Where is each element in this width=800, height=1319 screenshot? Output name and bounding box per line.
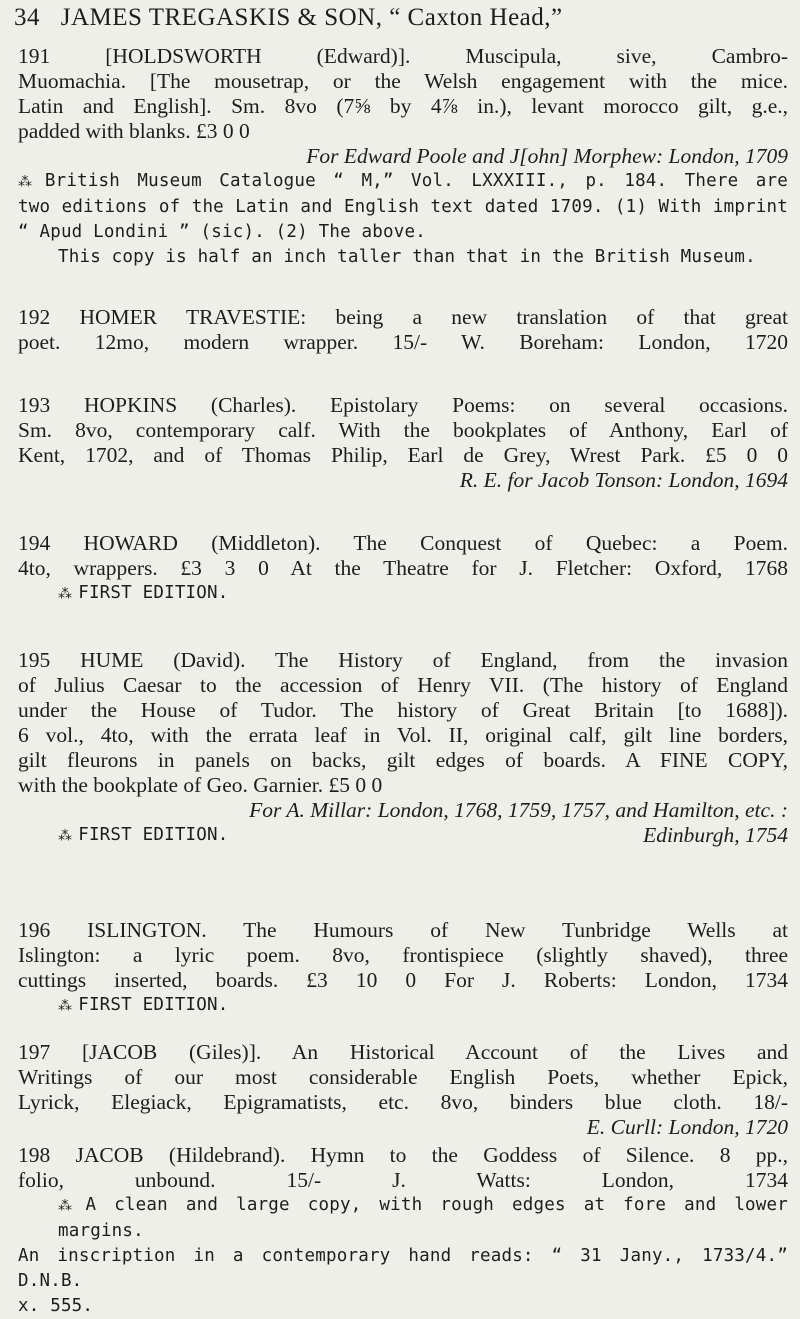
entry-line: 4to, wrappers. £3 3 0 At the Theatre for J. Fletcher: Oxford, 1768 bbox=[18, 556, 788, 580]
catalogue-entry-195 bbox=[18, 648, 788, 849]
entry-imprint: Edinburgh, 1754 bbox=[643, 823, 788, 847]
entry-line: 191 [HOLDSWORTH (Edward)]. Muscipula, sive, Cambro- bbox=[18, 44, 788, 68]
asterism-icon: ⁂ bbox=[58, 587, 73, 602]
entry-line: Muomachia. [The mousetrap, or the Welsh engagement with the mice. bbox=[18, 69, 788, 93]
entry-note: ⁂ FIRST EDITION. bbox=[58, 583, 229, 603]
entry-line: with the bookplate of Geo. Garnier. £5 0 0 bbox=[18, 773, 383, 797]
entry-line: of Julius Caesar to the accession of Henry VII. (The history of England bbox=[18, 673, 788, 697]
entry-note: two editions of the Latin and English text dated 1709. (1) With imprint bbox=[18, 197, 788, 217]
entry-line: 195 HUME (David). The History of England, from the invasion bbox=[18, 648, 788, 672]
entry-note: An inscription in a contemporary hand reads: “ 31 Jany., 1733/4.” D.N.B. bbox=[18, 1246, 788, 1291]
entry-note: ⁂ FIRST EDITION. bbox=[58, 995, 229, 1015]
entry-line: 194 HOWARD (Middleton). The Conquest of Quebec: a Poem. bbox=[18, 531, 788, 555]
entry-imprint: E. Curll: London, 1720 bbox=[586, 1115, 788, 1139]
catalogue-entry-196 bbox=[18, 918, 788, 1019]
entry-line: Sm. 8vo, contemporary calf. With the bookplates of Anthony, Earl of bbox=[18, 418, 788, 442]
entry-line: gilt fleurons in panels on backs, gilt edges of boards. A FINE COPY, bbox=[18, 748, 788, 772]
asterism-icon: ⁂ bbox=[58, 829, 73, 844]
entry-imprint: For A. Millar: London, 1768, 1759, 1757, and Hamilton, etc. : bbox=[249, 798, 788, 822]
catalogue-entry-191 bbox=[18, 44, 788, 270]
asterism-icon: ⁂ bbox=[58, 999, 73, 1014]
entry-line: Islington: a lyric poem. 8vo, frontispiece (slightly shaved), three bbox=[18, 943, 788, 967]
page-number: 34 bbox=[14, 4, 40, 31]
entry-line: 197 [JACOB (Giles)]. An Historical Account of the Lives and bbox=[18, 1040, 788, 1064]
entry-line: Kent, 1702, and of Thomas Philip, Earl de Grey, Wrest Park. £5 0 0 bbox=[18, 443, 788, 467]
entry-line: 198 JACOB (Hildebrand). Hymn to the Goddess of Silence. 8 pp., bbox=[18, 1143, 788, 1167]
entry-note: x. 555. bbox=[18, 1296, 94, 1316]
catalogue-entry-194 bbox=[18, 531, 788, 607]
page-header bbox=[14, 4, 794, 32]
page-title: JAMES TREGASKIS & SON, “ Caxton Head,” bbox=[60, 4, 563, 31]
entry-line: Latin and English]. Sm. 8vo (7⅝ by 4⅞ in.), levant morocco gilt, g.e., bbox=[18, 94, 788, 118]
catalogue-entry-193 bbox=[18, 393, 788, 493]
entry-line: 193 HOPKINS (Charles). Epistolary Poems: on several occasions. bbox=[18, 393, 788, 417]
entry-line: poet. 12mo, modern wrapper. 15/- W. Boreham: London, 1720 bbox=[18, 330, 788, 354]
entry-line: 192 HOMER TRAVESTIE: being a new translation of that great bbox=[18, 305, 788, 329]
asterism-icon: ⁂ bbox=[58, 1199, 80, 1214]
entry-note: ⁂ A clean and large copy, with rough edges at fore and lower margins. bbox=[58, 1195, 788, 1241]
catalogue-entry-192 bbox=[18, 305, 788, 355]
entry-line: under the House of Tudor. The history of Great Britain [to 1688]). bbox=[18, 698, 788, 722]
entry-imprint: For Edward Poole and J[ohn] Morphew: London, 1709 bbox=[306, 144, 788, 168]
entry-line: Lyrick, Elegiack, Epigramatists, etc. 8vo, binders blue cloth. 18/- bbox=[18, 1090, 788, 1114]
asterism-icon: ⁂ bbox=[18, 175, 39, 190]
entry-line: 196 ISLINGTON. The Humours of New Tunbridge Wells at bbox=[18, 918, 788, 942]
entry-note: ⁂ British Museum Catalogue “ M,” Vol. LXXXIII., p. 184. There are bbox=[18, 171, 788, 191]
entry-note: “ Apud Londini ” (sic). (2) The above. bbox=[18, 222, 426, 242]
entry-line: Writings of our most considerable English Poets, whether Epick, bbox=[18, 1065, 788, 1089]
entry-note: This copy is half an inch taller than that in the British Museum. bbox=[58, 247, 756, 267]
entry-line: 6 vol., 4to, with the errata leaf in Vol. II, original calf, gilt line borders, bbox=[18, 723, 788, 747]
entry-line: cuttings inserted, boards. £3 10 0 For J. Roberts: London, 1734 bbox=[18, 968, 788, 992]
entry-line: folio, unbound. 15/- J. Watts: London, 1734 bbox=[18, 1168, 788, 1192]
catalogue-entry-197 bbox=[18, 1040, 788, 1140]
entry-note: ⁂ FIRST EDITION. bbox=[58, 825, 229, 845]
catalogue-entry-198 bbox=[18, 1143, 788, 1319]
entry-line: padded with blanks. £3 0 0 bbox=[18, 119, 250, 143]
entry-imprint: R. E. for Jacob Tonson: London, 1694 bbox=[459, 468, 788, 492]
